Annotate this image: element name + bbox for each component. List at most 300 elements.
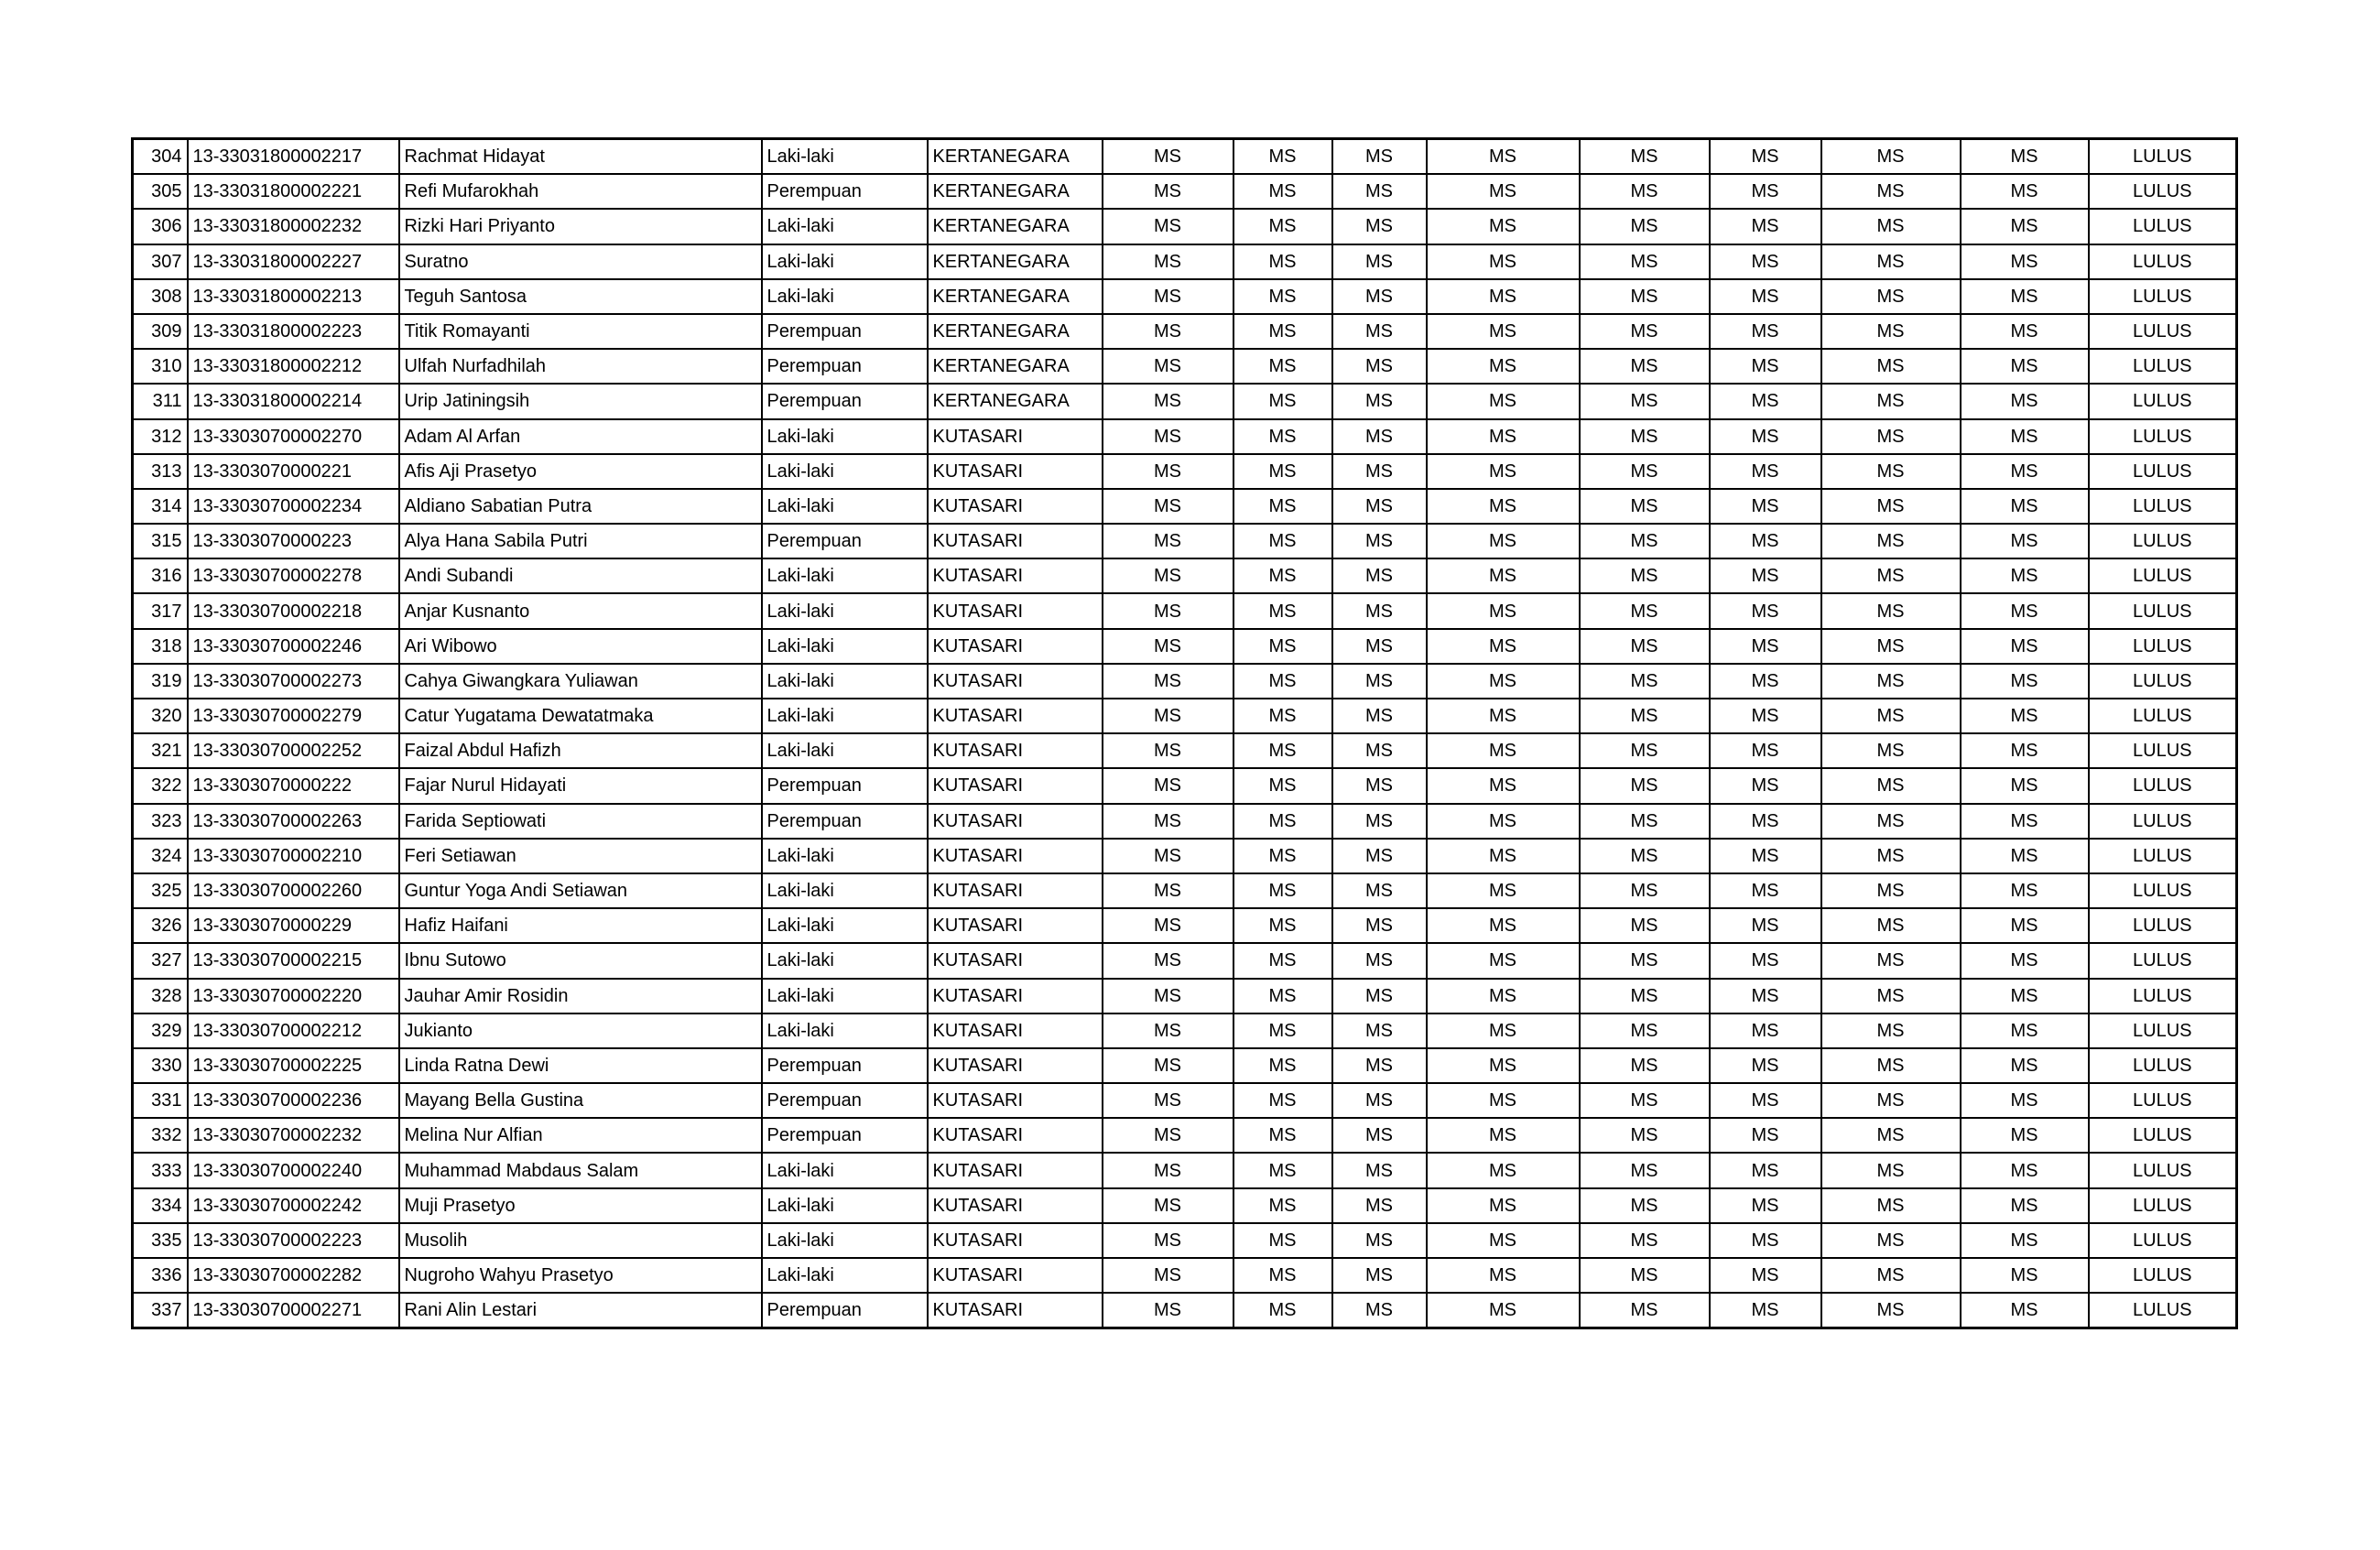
result-cell: LULUS: [2089, 454, 2237, 489]
score-cell: MS: [1332, 1013, 1427, 1048]
participant-id-cell: 13-33030700002236: [188, 1083, 399, 1118]
score-cell: MS: [1332, 593, 1427, 628]
score-cell: MS: [1103, 174, 1233, 209]
gender-cell: Laki-laki: [762, 839, 928, 873]
score-cell: MS: [1332, 839, 1427, 873]
score-cell: MS: [1103, 908, 1233, 943]
participant-id-cell: 13-33031800002232: [188, 209, 399, 244]
row-number-cell: 305: [133, 174, 188, 209]
score-cell: MS: [1233, 593, 1332, 628]
score-cell: MS: [1821, 699, 1961, 733]
participant-name-cell: Jauhar Amir Rosidin: [399, 979, 762, 1013]
row-number-cell: 322: [133, 768, 188, 803]
result-cell: LULUS: [2089, 349, 2237, 384]
participant-id-cell: 13-33030700002246: [188, 629, 399, 664]
result-cell: LULUS: [2089, 873, 2237, 908]
score-cell: MS: [1961, 1013, 2089, 1048]
score-cell: MS: [1961, 908, 2089, 943]
table-row: [133, 1188, 2237, 1223]
score-cell: MS: [1961, 664, 2089, 699]
score-cell: MS: [1332, 804, 1427, 839]
village-cell: KUTASARI: [928, 1258, 1103, 1293]
score-cell: MS: [1710, 593, 1821, 628]
score-cell: MS: [1710, 1083, 1821, 1118]
gender-cell: Laki-laki: [762, 454, 928, 489]
participant-name-cell: Nugroho Wahyu Prasetyo: [399, 1258, 762, 1293]
score-cell: MS: [1103, 209, 1233, 244]
table-row: [133, 1013, 2237, 1048]
village-cell: KUTASARI: [928, 873, 1103, 908]
score-cell: MS: [1103, 979, 1233, 1013]
score-cell: MS: [1821, 1048, 1961, 1083]
result-cell: LULUS: [2089, 839, 2237, 873]
participant-id-cell: 13-33031800002213: [188, 279, 399, 314]
score-cell: MS: [1103, 1083, 1233, 1118]
score-cell: MS: [1427, 1153, 1580, 1187]
score-cell: MS: [1332, 524, 1427, 558]
score-cell: MS: [1821, 384, 1961, 418]
score-cell: MS: [1821, 419, 1961, 454]
participant-id-cell: 13-33030700002218: [188, 593, 399, 628]
table-row: [133, 454, 2237, 489]
gender-cell: Laki-laki: [762, 1258, 928, 1293]
score-cell: MS: [1427, 384, 1580, 418]
score-cell: MS: [1427, 733, 1580, 768]
village-cell: KUTASARI: [928, 733, 1103, 768]
score-cell: MS: [1233, 139, 1332, 175]
score-cell: MS: [1103, 419, 1233, 454]
score-cell: MS: [1233, 908, 1332, 943]
result-cell: LULUS: [2089, 629, 2237, 664]
table-row: [133, 139, 2237, 175]
participant-name-cell: Farida Septiowati: [399, 804, 762, 839]
score-cell: MS: [1233, 349, 1332, 384]
village-cell: KUTASARI: [928, 804, 1103, 839]
table-row: [133, 908, 2237, 943]
score-cell: MS: [1332, 244, 1427, 279]
score-cell: MS: [1710, 839, 1821, 873]
score-cell: MS: [1427, 454, 1580, 489]
score-cell: MS: [1103, 1118, 1233, 1153]
gender-cell: Perempuan: [762, 384, 928, 418]
score-cell: MS: [1103, 1013, 1233, 1048]
participant-id-cell: 13-33030700002225: [188, 1048, 399, 1083]
score-cell: MS: [1710, 279, 1821, 314]
score-cell: MS: [1580, 419, 1710, 454]
score-cell: MS: [1580, 768, 1710, 803]
table-row: [133, 733, 2237, 768]
score-cell: MS: [1710, 629, 1821, 664]
result-cell: LULUS: [2089, 1083, 2237, 1118]
score-cell: MS: [1710, 943, 1821, 978]
score-cell: MS: [1233, 209, 1332, 244]
village-cell: KUTASARI: [928, 664, 1103, 699]
score-cell: MS: [1233, 454, 1332, 489]
village-cell: KUTASARI: [928, 1223, 1103, 1258]
score-cell: MS: [1427, 489, 1580, 524]
score-cell: MS: [1580, 209, 1710, 244]
participant-name-cell: Fajar Nurul Hidayati: [399, 768, 762, 803]
row-number-cell: 317: [133, 593, 188, 628]
score-cell: MS: [1961, 839, 2089, 873]
score-cell: MS: [1580, 629, 1710, 664]
score-cell: MS: [1710, 558, 1821, 593]
row-number-cell: 336: [133, 1258, 188, 1293]
village-cell: KUTASARI: [928, 1013, 1103, 1048]
gender-cell: Laki-laki: [762, 908, 928, 943]
score-cell: MS: [1710, 664, 1821, 699]
participant-name-cell: Muhammad Mabdaus Salam: [399, 1153, 762, 1187]
village-cell: KUTASARI: [928, 943, 1103, 978]
score-cell: MS: [1332, 279, 1427, 314]
village-cell: KUTASARI: [928, 419, 1103, 454]
village-cell: KERTANEGARA: [928, 139, 1103, 175]
score-cell: MS: [1332, 139, 1427, 175]
score-cell: MS: [1821, 1118, 1961, 1153]
village-cell: KUTASARI: [928, 454, 1103, 489]
score-cell: MS: [1580, 524, 1710, 558]
score-cell: MS: [1821, 279, 1961, 314]
village-cell: KUTASARI: [928, 1118, 1103, 1153]
village-cell: KERTANEGARA: [928, 279, 1103, 314]
score-cell: MS: [1103, 699, 1233, 733]
score-cell: MS: [1710, 1293, 1821, 1328]
participant-id-cell: 13-33030700002234: [188, 489, 399, 524]
score-cell: MS: [1427, 768, 1580, 803]
gender-cell: Laki-laki: [762, 943, 928, 978]
participant-id-cell: 13-33030700002260: [188, 873, 399, 908]
score-cell: MS: [1427, 664, 1580, 699]
score-cell: MS: [1427, 593, 1580, 628]
result-cell: LULUS: [2089, 139, 2237, 175]
score-cell: MS: [1427, 979, 1580, 1013]
participant-name-cell: Urip Jatiningsih: [399, 384, 762, 418]
score-cell: MS: [1821, 979, 1961, 1013]
participant-id-cell: 13-33030700002210: [188, 839, 399, 873]
score-cell: MS: [1427, 174, 1580, 209]
row-number-cell: 327: [133, 943, 188, 978]
participant-id-cell: 13-33030700002215: [188, 943, 399, 978]
score-cell: MS: [1233, 943, 1332, 978]
score-cell: MS: [1821, 804, 1961, 839]
score-cell: MS: [1821, 943, 1961, 978]
participant-id-cell: 13-33031800002212: [188, 349, 399, 384]
table-body: [133, 139, 2237, 1328]
score-cell: MS: [1580, 174, 1710, 209]
score-cell: MS: [1332, 1118, 1427, 1153]
gender-cell: Laki-laki: [762, 489, 928, 524]
village-cell: KUTASARI: [928, 908, 1103, 943]
score-cell: MS: [1710, 454, 1821, 489]
score-cell: MS: [1961, 349, 2089, 384]
results-table: [131, 137, 2238, 1329]
score-cell: MS: [1103, 629, 1233, 664]
result-cell: LULUS: [2089, 1153, 2237, 1187]
score-cell: MS: [1580, 1013, 1710, 1048]
score-cell: MS: [1580, 279, 1710, 314]
score-cell: MS: [1427, 1293, 1580, 1328]
gender-cell: Laki-laki: [762, 1013, 928, 1048]
score-cell: MS: [1580, 593, 1710, 628]
participant-id-cell: 13-33030700002273: [188, 664, 399, 699]
table-row: [133, 1153, 2237, 1187]
score-cell: MS: [1961, 943, 2089, 978]
score-cell: MS: [1332, 1293, 1427, 1328]
participant-name-cell: Afis Aji Prasetyo: [399, 454, 762, 489]
participant-name-cell: Musolih: [399, 1223, 762, 1258]
score-cell: MS: [1103, 1293, 1233, 1328]
result-cell: LULUS: [2089, 664, 2237, 699]
score-cell: MS: [1961, 314, 2089, 349]
score-cell: MS: [1821, 209, 1961, 244]
result-cell: LULUS: [2089, 174, 2237, 209]
score-cell: MS: [1961, 524, 2089, 558]
score-cell: MS: [1103, 593, 1233, 628]
participant-name-cell: Ibnu Sutowo: [399, 943, 762, 978]
village-cell: KUTASARI: [928, 699, 1103, 733]
table-row: [133, 349, 2237, 384]
participant-id-cell: 13-33031800002214: [188, 384, 399, 418]
score-cell: MS: [1821, 524, 1961, 558]
score-cell: MS: [1710, 244, 1821, 279]
village-cell: KERTANEGARA: [928, 209, 1103, 244]
score-cell: MS: [1103, 733, 1233, 768]
row-number-cell: 316: [133, 558, 188, 593]
score-cell: MS: [1427, 349, 1580, 384]
village-cell: KERTANEGARA: [928, 244, 1103, 279]
participant-id-cell: 13-33030700002263: [188, 804, 399, 839]
score-cell: MS: [1427, 244, 1580, 279]
score-cell: MS: [1821, 733, 1961, 768]
score-cell: MS: [1332, 664, 1427, 699]
table-row: [133, 699, 2237, 733]
score-cell: MS: [1332, 489, 1427, 524]
score-cell: MS: [1821, 558, 1961, 593]
gender-cell: Laki-laki: [762, 419, 928, 454]
score-cell: MS: [1710, 804, 1821, 839]
score-cell: MS: [1233, 1153, 1332, 1187]
result-cell: LULUS: [2089, 558, 2237, 593]
row-number-cell: 331: [133, 1083, 188, 1118]
score-cell: MS: [1710, 1258, 1821, 1293]
score-cell: MS: [1821, 664, 1961, 699]
score-cell: MS: [1961, 768, 2089, 803]
participant-name-cell: Feri Setiawan: [399, 839, 762, 873]
row-number-cell: 330: [133, 1048, 188, 1083]
village-cell: KUTASARI: [928, 558, 1103, 593]
score-cell: MS: [1233, 699, 1332, 733]
table-row: [133, 558, 2237, 593]
score-cell: MS: [1233, 1188, 1332, 1223]
gender-cell: Laki-laki: [762, 1153, 928, 1187]
score-cell: MS: [1580, 1083, 1710, 1118]
participant-id-cell: 13-33030700002240: [188, 1153, 399, 1187]
participant-name-cell: Rizki Hari Priyanto: [399, 209, 762, 244]
score-cell: MS: [1961, 139, 2089, 175]
score-cell: MS: [1821, 139, 1961, 175]
result-cell: LULUS: [2089, 279, 2237, 314]
score-cell: MS: [1961, 558, 2089, 593]
score-cell: MS: [1710, 768, 1821, 803]
village-cell: KERTANEGARA: [928, 314, 1103, 349]
score-cell: MS: [1103, 839, 1233, 873]
table-row: [133, 979, 2237, 1013]
score-cell: MS: [1961, 244, 2089, 279]
score-cell: MS: [1103, 489, 1233, 524]
score-cell: MS: [1233, 979, 1332, 1013]
score-cell: MS: [1961, 873, 2089, 908]
row-number-cell: 318: [133, 629, 188, 664]
score-cell: MS: [1332, 908, 1427, 943]
row-number-cell: 329: [133, 1013, 188, 1048]
result-cell: LULUS: [2089, 489, 2237, 524]
village-cell: KUTASARI: [928, 1293, 1103, 1328]
participant-id-cell: 13-33031800002227: [188, 244, 399, 279]
score-cell: MS: [1103, 279, 1233, 314]
score-cell: MS: [1961, 1188, 2089, 1223]
score-cell: MS: [1427, 839, 1580, 873]
row-number-cell: 334: [133, 1188, 188, 1223]
score-cell: MS: [1332, 979, 1427, 1013]
score-cell: MS: [1233, 384, 1332, 418]
row-number-cell: 315: [133, 524, 188, 558]
participant-name-cell: Muji Prasetyo: [399, 1188, 762, 1223]
gender-cell: Laki-laki: [762, 558, 928, 593]
score-cell: MS: [1961, 1223, 2089, 1258]
participant-id-cell: 13-3303070000221: [188, 454, 399, 489]
result-cell: LULUS: [2089, 943, 2237, 978]
score-cell: MS: [1961, 593, 2089, 628]
row-number-cell: 314: [133, 489, 188, 524]
gender-cell: Laki-laki: [762, 1188, 928, 1223]
score-cell: MS: [1103, 139, 1233, 175]
score-cell: MS: [1580, 979, 1710, 1013]
row-number-cell: 308: [133, 279, 188, 314]
score-cell: MS: [1580, 943, 1710, 978]
score-cell: MS: [1821, 1293, 1961, 1328]
participant-id-cell: 13-33031800002223: [188, 314, 399, 349]
score-cell: MS: [1103, 314, 1233, 349]
score-cell: MS: [1961, 384, 2089, 418]
score-cell: MS: [1821, 1258, 1961, 1293]
score-cell: MS: [1710, 1188, 1821, 1223]
score-cell: MS: [1580, 314, 1710, 349]
score-cell: MS: [1580, 454, 1710, 489]
table-row: [133, 629, 2237, 664]
gender-cell: Laki-laki: [762, 139, 928, 175]
score-cell: MS: [1233, 419, 1332, 454]
score-cell: MS: [1427, 524, 1580, 558]
score-cell: MS: [1332, 314, 1427, 349]
score-cell: MS: [1580, 1118, 1710, 1153]
table-row: [133, 1118, 2237, 1153]
score-cell: MS: [1710, 979, 1821, 1013]
score-cell: MS: [1821, 244, 1961, 279]
participant-name-cell: Melina Nur Alfian: [399, 1118, 762, 1153]
participant-id-cell: 13-33030700002242: [188, 1188, 399, 1223]
score-cell: MS: [1332, 873, 1427, 908]
participant-name-cell: Andi Subandi: [399, 558, 762, 593]
gender-cell: Laki-laki: [762, 873, 928, 908]
result-cell: LULUS: [2089, 1293, 2237, 1328]
gender-cell: Perempuan: [762, 314, 928, 349]
score-cell: MS: [1427, 804, 1580, 839]
score-cell: MS: [1580, 1223, 1710, 1258]
score-cell: MS: [1103, 943, 1233, 978]
score-cell: MS: [1332, 1223, 1427, 1258]
score-cell: MS: [1580, 384, 1710, 418]
score-cell: MS: [1233, 244, 1332, 279]
score-cell: MS: [1710, 1223, 1821, 1258]
score-cell: MS: [1821, 873, 1961, 908]
row-number-cell: 309: [133, 314, 188, 349]
score-cell: MS: [1233, 1293, 1332, 1328]
row-number-cell: 313: [133, 454, 188, 489]
score-cell: MS: [1580, 733, 1710, 768]
participant-id-cell: 13-3303070000229: [188, 908, 399, 943]
score-cell: MS: [1710, 349, 1821, 384]
village-cell: KUTASARI: [928, 768, 1103, 803]
score-cell: MS: [1821, 314, 1961, 349]
score-cell: MS: [1233, 314, 1332, 349]
row-number-cell: 323: [133, 804, 188, 839]
score-cell: MS: [1961, 733, 2089, 768]
row-number-cell: 311: [133, 384, 188, 418]
score-cell: MS: [1332, 1188, 1427, 1223]
row-number-cell: 332: [133, 1118, 188, 1153]
score-cell: MS: [1821, 1223, 1961, 1258]
participant-name-cell: Rani Alin Lestari: [399, 1293, 762, 1328]
score-cell: MS: [1580, 349, 1710, 384]
score-cell: MS: [1103, 384, 1233, 418]
score-cell: MS: [1580, 139, 1710, 175]
score-cell: MS: [1103, 1223, 1233, 1258]
score-cell: MS: [1427, 1223, 1580, 1258]
score-cell: MS: [1821, 629, 1961, 664]
score-cell: MS: [1332, 558, 1427, 593]
row-number-cell: 333: [133, 1153, 188, 1187]
score-cell: MS: [1427, 943, 1580, 978]
score-cell: MS: [1332, 1083, 1427, 1118]
score-cell: MS: [1961, 1048, 2089, 1083]
result-cell: LULUS: [2089, 1223, 2237, 1258]
score-cell: MS: [1580, 1258, 1710, 1293]
score-cell: MS: [1710, 1118, 1821, 1153]
score-cell: MS: [1710, 699, 1821, 733]
gender-cell: Perempuan: [762, 768, 928, 803]
score-cell: MS: [1233, 629, 1332, 664]
score-cell: MS: [1821, 1013, 1961, 1048]
village-cell: KUTASARI: [928, 839, 1103, 873]
participant-id-cell: 13-33030700002212: [188, 1013, 399, 1048]
result-cell: LULUS: [2089, 1188, 2237, 1223]
score-cell: MS: [1961, 1118, 2089, 1153]
result-cell: LULUS: [2089, 209, 2237, 244]
gender-cell: Laki-laki: [762, 733, 928, 768]
score-cell: MS: [1961, 699, 2089, 733]
table-row: [133, 1293, 2237, 1328]
table-row: [133, 314, 2237, 349]
result-cell: LULUS: [2089, 804, 2237, 839]
score-cell: MS: [1427, 1118, 1580, 1153]
score-cell: MS: [1233, 174, 1332, 209]
participant-id-cell: 13-33030700002223: [188, 1223, 399, 1258]
participant-name-cell: Ari Wibowo: [399, 629, 762, 664]
participant-id-cell: 13-33031800002221: [188, 174, 399, 209]
village-cell: KUTASARI: [928, 1188, 1103, 1223]
participant-id-cell: 13-33030700002270: [188, 419, 399, 454]
result-cell: LULUS: [2089, 1048, 2237, 1083]
